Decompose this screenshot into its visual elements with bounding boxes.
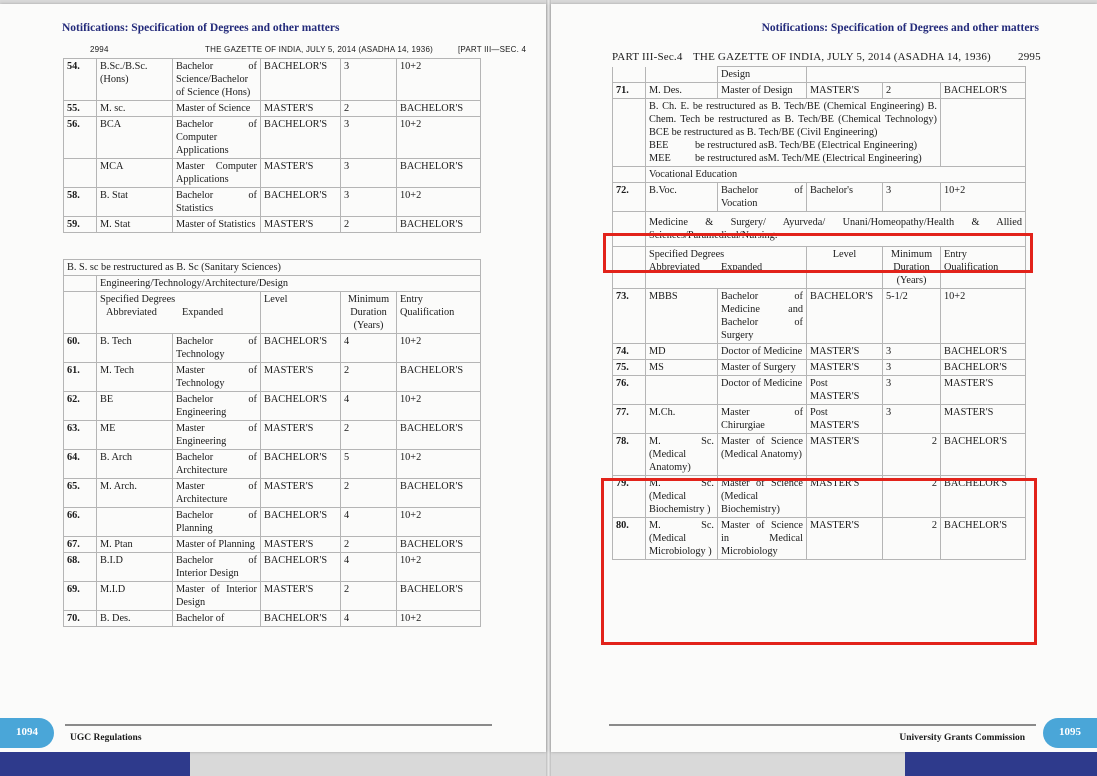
specified-degrees-label: Specified Degrees [649, 249, 725, 260]
cell-level: Post MASTER'S [807, 405, 883, 434]
table-row [64, 421, 481, 450]
table-row [64, 188, 481, 217]
cell-abbr: B. Arch [97, 450, 173, 479]
engg-section-row [64, 276, 481, 292]
cell-entry: BACHELOR'S [941, 476, 1026, 518]
cell-exp: Bachelor of Medicine and Bachelor of Surgery [718, 289, 807, 344]
cell-entry: BACHELOR'S [397, 421, 481, 450]
entry-header: Entry Qualification [397, 292, 481, 334]
cell-exp: Doctor of Medicine [718, 376, 807, 405]
cell-level: MASTER'S [261, 217, 341, 233]
table-row [613, 518, 1026, 560]
table-row [613, 476, 1026, 518]
gazette-title-left: THE GAZETTE OF INDIA, JULY 5, 2014 (ASADHA 14, 1936) [205, 45, 433, 54]
cell-dur: 2 [341, 363, 397, 392]
cell-no: 69. [64, 582, 97, 611]
cell-dur: 4 [341, 392, 397, 421]
table-row: 72. B.Voc. Bachelor of Vocation Bachelor's 3 10+2 [613, 183, 1026, 212]
cell-abbr: B. Stat [97, 188, 173, 217]
cell-exp: Master of Planning [173, 537, 261, 553]
gazette-part-left: [PART III—SEC. 4 [458, 45, 527, 54]
cell-level: MASTER'S [261, 421, 341, 450]
cell-entry: BACHELOR'S [397, 159, 481, 188]
cell-entry: MASTER'S [941, 376, 1026, 405]
cell-exp: Bachelor of Architecture [173, 450, 261, 479]
cell-level: BACHELOR'S [261, 553, 341, 582]
cell-abbr: BE [97, 392, 173, 421]
cell-entry: BACHELOR'S [941, 344, 1026, 360]
specified-degrees-label: Specified Degrees [100, 294, 176, 305]
cell-level: MASTER'S [261, 479, 341, 508]
cell-level: BACHELOR'S [261, 188, 341, 217]
cell-no: 68. [64, 553, 97, 582]
table-row [613, 289, 1026, 344]
vocational-section-heading: Vocational Education [646, 167, 1026, 183]
cell-entry: 10+2 [397, 188, 481, 217]
cell-dur: 2 [341, 582, 397, 611]
cell-dur: 3 [883, 360, 941, 376]
cell-no: 74. [613, 344, 646, 360]
cell-level: MASTER'S [261, 582, 341, 611]
page-number-right: 1095 [1043, 718, 1097, 748]
level-header: Level [807, 247, 883, 289]
cell-level: BACHELOR'S [261, 392, 341, 421]
cell-abbr: M. Sc. (Medical Biochemistry ) [646, 476, 718, 518]
gazette-page-number-left: 2994 [90, 45, 109, 54]
cell-abbr: MCA [97, 159, 173, 188]
cell-exp: Master of Science (Medical Anatomy) [718, 434, 807, 476]
cell-entry: BACHELOR'S [397, 101, 481, 117]
medicine-section-row [613, 212, 1026, 247]
expanded-header: Expanded [182, 307, 224, 318]
cell-level: MASTER'S [807, 360, 883, 376]
cell-dur: 2 [883, 518, 941, 560]
table-row [64, 101, 481, 117]
cell-no: 59. [64, 217, 97, 233]
table-row [64, 450, 481, 479]
cell-no: 61. [64, 363, 97, 392]
cell-no: 56. [64, 117, 97, 159]
table-row [64, 508, 481, 537]
table-row [64, 392, 481, 421]
cell-entry: BACHELOR'S [941, 434, 1026, 476]
bee-text: be restructured asB. Tech/BE (Electrical Engineering) [695, 140, 918, 151]
cell-exp: Bachelor of Interior Design [173, 553, 261, 582]
cell-level: MASTER'S [261, 537, 341, 553]
header-row-right [613, 247, 1026, 289]
cell-abbr: M. Tech [97, 363, 173, 392]
cell-no: 79. [613, 476, 646, 518]
cell-exp: Master of Chirurgiae [718, 405, 807, 434]
table-row [64, 582, 481, 611]
cell-level: MASTER'S [261, 101, 341, 117]
cell-entry: 10+2 [397, 117, 481, 159]
cell-level: BACHELOR'S [261, 508, 341, 537]
cell-dur: 2 [341, 101, 397, 117]
table-row [64, 117, 481, 159]
running-head-right: Notifications: Specification of Degrees and other matters [761, 22, 1039, 34]
cell-dur: 3 [883, 376, 941, 405]
cell-dur: 2 [341, 421, 397, 450]
expanded-header: Expanded [721, 262, 763, 273]
footer-band-left [0, 752, 190, 776]
cell-dur: 2 [341, 537, 397, 553]
cell-no: 76. [613, 376, 646, 405]
cell-entry: 10+2 [397, 392, 481, 421]
table-row [64, 217, 481, 233]
cell-exp: Master of Interior Design [173, 582, 261, 611]
cell-exp: Master of Technology [173, 363, 261, 392]
cell-dur: 3 [341, 159, 397, 188]
cell-dur: 5 [341, 450, 397, 479]
cell-entry: BACHELOR'S [397, 537, 481, 553]
cell-exp: Doctor of Medicine [718, 344, 807, 360]
cell-dur: 3 [883, 344, 941, 360]
cell-entry: BACHELOR'S [941, 518, 1026, 560]
cell-no: 73. [613, 289, 646, 344]
left-page [0, 4, 546, 752]
sanitary-note: B. S. sc be restructured as B. Sc (Sanitary Sciences) [64, 260, 481, 276]
table-row [613, 376, 1026, 405]
cell-exp: Bachelor of [173, 611, 261, 627]
cell-abbr: B. Des. [97, 611, 173, 627]
cell-abbr: MBBS [646, 289, 718, 344]
cell-level: MASTER'S [807, 434, 883, 476]
cell-exp: Bachelor of Statistics [173, 188, 261, 217]
cell-exp: Master Computer Applications [173, 159, 261, 188]
gazette-part-right: PART III-Sec.4 [612, 51, 683, 63]
cell-entry: 10+2 [397, 450, 481, 479]
cell-level: Post MASTER'S [807, 376, 883, 405]
footer-band-right [905, 752, 1097, 776]
cell-level: BACHELOR'S [261, 611, 341, 627]
cell-abbr: MS [646, 360, 718, 376]
cell-exp: Master of Science in Medical Microbiology [718, 518, 807, 560]
restructure-text-1: B. Ch. E. be restructured as B. Tech/BE (Chemical Engineering) B. Chem. Tech be restructured as B. Tech/BE (Chemical Technology) BCE be restructured as B. Tech/BE (Civil Engineering) [649, 101, 937, 138]
cell-dur: 4 [341, 611, 397, 627]
medicine-section-heading: Medicine & Surgery/ Ayurveda/ Unani/Homeopathy/Health & Allied Sciences/Paramedical/Nursing: [646, 212, 1026, 247]
cell-abbr: BCA [97, 117, 173, 159]
footer-label-right: University Grants Commission [899, 733, 1025, 743]
cell-entry: MASTER'S [941, 405, 1026, 434]
cell-entry: 10+2 [941, 289, 1026, 344]
engg-section-heading: Engineering/Technology/Architecture/Design [97, 276, 481, 292]
table-row [64, 59, 481, 101]
cell-no: 66. [64, 508, 97, 537]
footer-label-left: UGC Regulations [70, 733, 142, 743]
cell-abbr [646, 376, 718, 405]
duration-header: Minimum Duration (Years) [341, 292, 397, 334]
table-row [64, 553, 481, 582]
cell-no [64, 159, 97, 188]
cell-abbr: M. Arch. [97, 479, 173, 508]
cell-abbr: B.I.D [97, 553, 173, 582]
table-row [613, 344, 1026, 360]
cell-abbr: MD [646, 344, 718, 360]
degrees-table-right [612, 66, 1026, 560]
cell-level: BACHELOR'S [261, 450, 341, 479]
cell-entry: BACHELOR'S [397, 479, 481, 508]
abbreviated-header: Abbreviated [649, 262, 700, 273]
table-row [64, 363, 481, 392]
cell-no: 55. [64, 101, 97, 117]
cell-exp: Bachelor of Computer Applications [173, 117, 261, 159]
cell-level: MASTER'S [261, 363, 341, 392]
cell-no: 54. [64, 59, 97, 101]
cell-no: 65. [64, 479, 97, 508]
cell-level: MASTER'S [807, 476, 883, 518]
duration-header: Minimum Duration (Years) [883, 247, 941, 289]
cell-abbr: M. Sc. (Medical Microbiology ) [646, 518, 718, 560]
cell-no: 60. [64, 334, 97, 363]
cell-entry: 10+2 [397, 508, 481, 537]
cell-abbr: B. Tech [97, 334, 173, 363]
cell-exp: Master of Surgery [718, 360, 807, 376]
cell-no: 62. [64, 392, 97, 421]
cell-no: 77. [613, 405, 646, 434]
cell-abbr [97, 508, 173, 537]
cell-entry: 10+2 [397, 334, 481, 363]
mee-abbr: MEE [649, 153, 671, 164]
cell-no: 63. [64, 421, 97, 450]
gazette-page-number-right: 2995 [1018, 51, 1041, 63]
sanitary-note-row [64, 260, 481, 276]
cell-abbr: M. Sc. (Medical Anatomy) [646, 434, 718, 476]
table-row [613, 434, 1026, 476]
design-carry-row [613, 67, 1026, 83]
page-number-left: 1094 [0, 718, 54, 748]
cell-abbr: B.Sc./B.Sc. (Hons) [97, 59, 173, 101]
cell-abbr: M. sc. [97, 101, 173, 117]
restructure-notes [646, 99, 941, 167]
table-row [64, 611, 481, 627]
bee-abbr: BEE [649, 140, 669, 151]
cell-dur: 3 [341, 188, 397, 217]
footer-rule-right [609, 724, 1036, 726]
cell-entry: BACHELOR'S [941, 360, 1026, 376]
vocational-section-row [613, 167, 1026, 183]
cell-exp: Bachelor of Engineering [173, 392, 261, 421]
cell-exp: Master of Architecture [173, 479, 261, 508]
entry-header: Entry Qualification [941, 247, 1026, 289]
cell-entry: BACHELOR'S [397, 363, 481, 392]
cell-dur: 2 [341, 479, 397, 508]
cell-exp: Master of Statistics [173, 217, 261, 233]
cell-exp: Master of Science [173, 101, 261, 117]
cell-abbr: M.Ch. [646, 405, 718, 434]
cell-entry: 10+2 [397, 611, 481, 627]
cell-abbr: M. Ptan [97, 537, 173, 553]
cell-level: BACHELOR'S [261, 334, 341, 363]
cell-no: 58. [64, 188, 97, 217]
cell-no: 67. [64, 537, 97, 553]
cell-dur: 5-1/2 [883, 289, 941, 344]
cell-dur: 3 [341, 117, 397, 159]
cell-no: 78. [613, 434, 646, 476]
cell-dur: 3 [341, 59, 397, 101]
cell-dur: 3 [883, 405, 941, 434]
header-row-left [64, 292, 481, 334]
cell-level: BACHELOR'S [807, 289, 883, 344]
cell-exp: Master of Science (Medical Biochemistry) [718, 476, 807, 518]
cell-level: MASTER'S [807, 344, 883, 360]
running-head-left: Notifications: Specification of Degrees and other matters [62, 22, 340, 34]
cell-entry: BACHELOR'S [397, 582, 481, 611]
table-row [64, 537, 481, 553]
cell-entry: BACHELOR'S [397, 217, 481, 233]
cell-level: MASTER'S [261, 159, 341, 188]
table-row [64, 334, 481, 363]
restructure-row [613, 99, 1026, 167]
specified-degrees-header [97, 292, 261, 334]
table-row: 71. M. Des. Master of Design MASTER'S 2 BACHELOR'S [613, 83, 1026, 99]
cell-level: BACHELOR'S [261, 59, 341, 101]
cell-exp: Bachelor of Science/Bachelor of Science (Hons) [173, 59, 261, 101]
design-carry: Design [718, 67, 807, 83]
right-page [551, 4, 1097, 752]
footer-rule-left [65, 724, 492, 726]
cell-dur: 2 [883, 434, 941, 476]
cell-no: 64. [64, 450, 97, 479]
mee-text: be restructured asM. Tech/ME (Electrical Engineering) [695, 153, 922, 164]
cell-abbr: M.I.D [97, 582, 173, 611]
cell-dur: 4 [341, 553, 397, 582]
cell-exp: Master of Engineering [173, 421, 261, 450]
cell-abbr: ME [97, 421, 173, 450]
gazette-title-right: THE GAZETTE OF INDIA, JULY 5, 2014 (ASADHA 14, 1936) [693, 51, 991, 63]
cell-no: 80. [613, 518, 646, 560]
table-row [613, 405, 1026, 434]
cell-abbr: M. Stat [97, 217, 173, 233]
level-header: Level [261, 292, 341, 334]
cell-no: 70. [64, 611, 97, 627]
cell-dur: 4 [341, 508, 397, 537]
cell-dur: 2 [341, 217, 397, 233]
cell-exp: Bachelor of Technology [173, 334, 261, 363]
cell-entry: 10+2 [397, 553, 481, 582]
table-row [64, 159, 481, 188]
degrees-table-left-top [63, 58, 481, 233]
specified-degrees-header [646, 247, 807, 289]
cell-entry: 10+2 [397, 59, 481, 101]
cell-no: 75. [613, 360, 646, 376]
cell-level: BACHELOR'S [261, 117, 341, 159]
cell-dur: 4 [341, 334, 397, 363]
cell-dur: 2 [883, 476, 941, 518]
table-row [613, 360, 1026, 376]
degrees-table-left-engg [63, 259, 481, 627]
cell-level: MASTER'S [807, 518, 883, 560]
cell-exp: Bachelor of Planning [173, 508, 261, 537]
abbreviated-header: Abbreviated [106, 307, 157, 318]
table-row [64, 479, 481, 508]
